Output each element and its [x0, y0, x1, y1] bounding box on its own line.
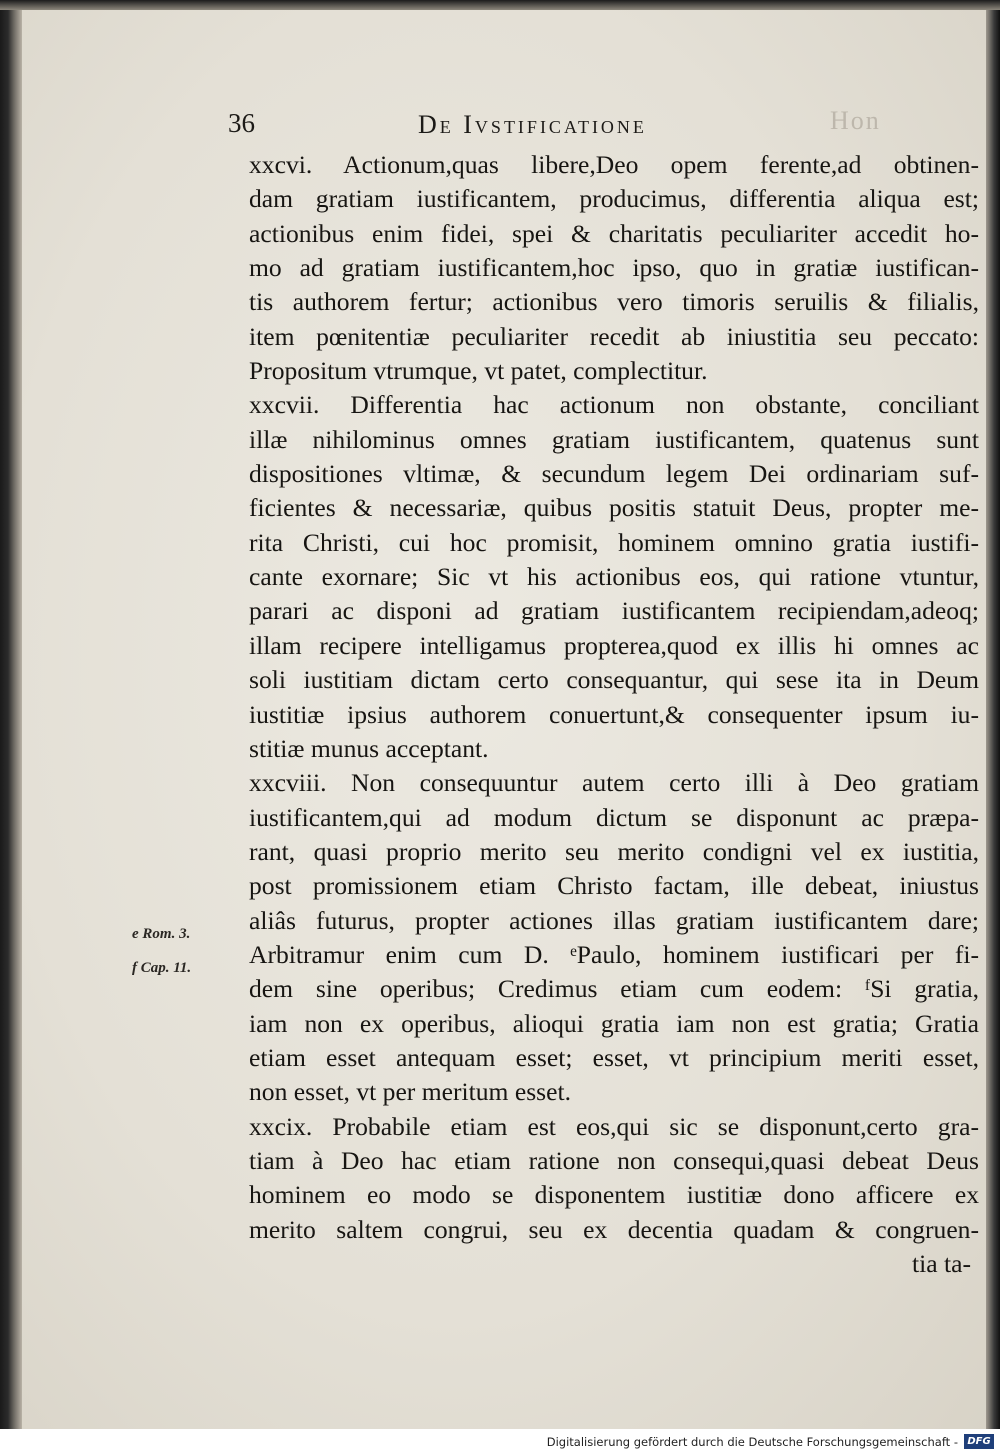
body-text	[249, 148, 979, 1281]
page-header	[228, 104, 788, 144]
text-line: dispositiones vltimæ, & secundum legem Dei ordinariam suf-	[249, 459, 979, 489]
text-line: mo ad gratiam iustificantem,hoc ipso, quo in gratiæ iustifican-	[249, 253, 979, 283]
funding-notice: Digitalisierung gefördert durch die Deutsche Forschungsgemeinschaft -	[546, 1435, 958, 1449]
text-line: stitiæ munus acceptant.	[249, 733, 489, 763]
text-line: xxcvii. Differentia hac actionum non obstante, conciliant	[249, 390, 979, 420]
text-line: aliâs futurus, propter actiones illas gratiam iustificantem dare;	[249, 905, 979, 935]
dfg-logo: DFG	[964, 1434, 994, 1449]
text-line: illam recipere intelligamus propterea,quod ex illis hi omnes ac	[249, 630, 979, 660]
marginal-note: f Cap. 11.	[132, 960, 192, 976]
text-line: illæ nihilominus omnes gratiam iustificantem, quatenus sunt	[249, 424, 979, 454]
text-line: Propositum vtrumque, vt patet, complectitur.	[249, 356, 708, 386]
text-line: ficientes & necessariæ, quibus positis statuit Deus, propter me-	[249, 493, 979, 523]
text-line: dem sine operibus; Credimus etiam cum eodem: ᶠSi gratia,	[249, 974, 979, 1004]
text-line: iam non ex operibus, alioqui gratia iam non est gratia; Gratia	[249, 1008, 979, 1038]
text-line: parari ac disponi ad gratiam iustificantem recipiendam,adeoq;	[249, 596, 979, 626]
text-line: iustitiæ ipsius authorem conuertunt,& consequenter ipsum iu-	[249, 699, 979, 729]
text-line: cante exornare; Sic vt his actionibus eos, qui ratione vtuntur,	[249, 562, 979, 592]
text-line: item pœnitentiæ peculiariter recedit ab iniustitia seu peccato:	[249, 321, 979, 351]
text-line: xxcix. Probabile etiam est eos,qui sic se disponunt,certo gra-	[249, 1111, 979, 1141]
text-line: dam gratiam iustificantem, producimus, differentia aliqua est;	[249, 184, 979, 214]
text-line: etiam esset antequam esset; esset, vt principium meriti esset,	[249, 1042, 979, 1072]
catchword: tia ta-	[912, 1249, 971, 1278]
page-number: 36	[228, 108, 255, 138]
text-line: post promissionem etiam Christo factam, ille debeat, iniustus	[249, 871, 979, 901]
text-line: tiam à Deo hac etiam ratione non consequi,quasi debeat Deus	[249, 1145, 979, 1175]
text-line: hominem eo modo se disponentem iustitiæ dono afficere ex	[249, 1180, 979, 1210]
text-line: xxcvi. Actionum,quas libere,Deo opem ferente,ad obtinen-	[249, 150, 979, 179]
show-through-text: Hon	[830, 106, 881, 135]
text-line: actionibus enim fidei, spei & charitatis peculiariter accedit ho-	[249, 218, 979, 248]
scan-edge-top	[0, 0, 1000, 10]
running-title: De Ivstificatione	[418, 110, 647, 139]
text-line: soli iustitiam dictam certo consequantur, qui sese ita in Deum	[249, 665, 979, 695]
text-line: tis authorem fertur; actionibus vero timoris seruilis & filialis,	[249, 287, 979, 317]
scan-edge-left	[0, 0, 22, 1453]
scan-edge-right	[986, 0, 1000, 1453]
marginal-note: e Rom. 3.	[132, 926, 191, 942]
text-line: rita Christi, cui hoc promisit, hominem omnino gratia iustifi-	[249, 527, 979, 557]
text-line: merito saltem congrui, seu ex decentia quadam & congruen-	[249, 1214, 979, 1244]
text-line: non esset, vt per meritum esset.	[249, 1077, 571, 1107]
footer-bar	[0, 1429, 1000, 1453]
text-line: xxcviii. Non consequuntur autem certo illi à Deo gratiam	[249, 768, 979, 798]
text-line: rant, quasi proprio merito seu merito condigni vel ex iustitia,	[249, 836, 979, 866]
text-line: iustificantem,qui ad modum dictum se disponunt ac præpa-	[249, 802, 979, 832]
text-line: Arbitramur enim cum D. ᵉPaulo, hominem iustificari per fi-	[249, 939, 979, 969]
